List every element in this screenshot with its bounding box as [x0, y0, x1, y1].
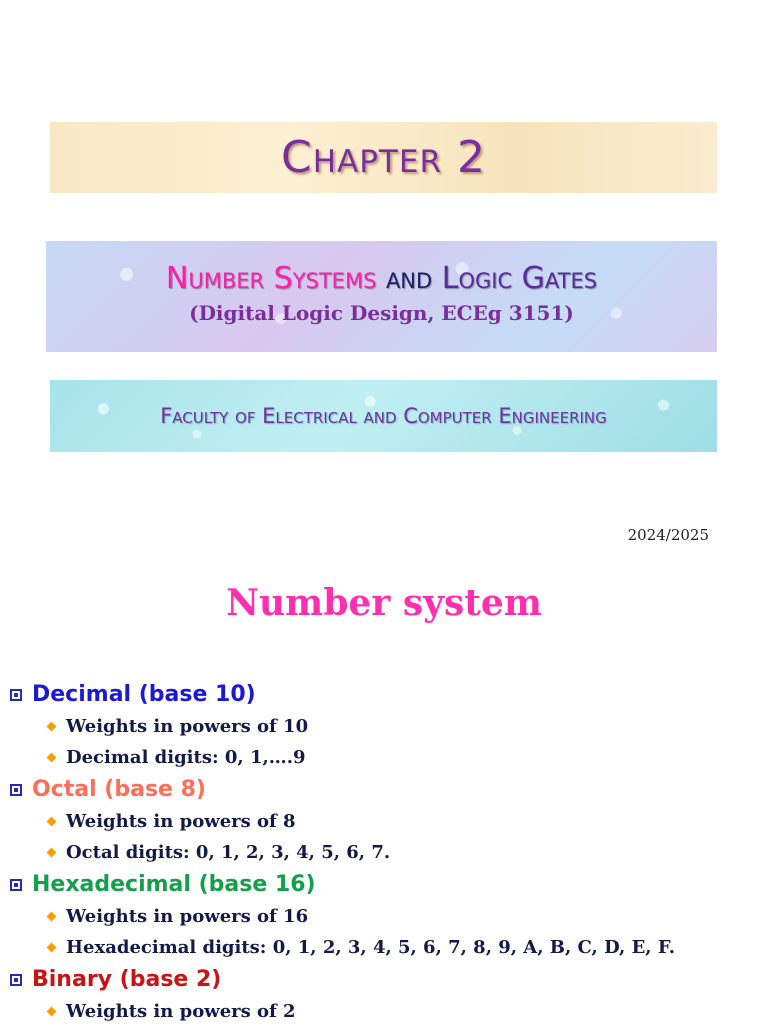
list-item-text: Decimal digits: 0, 1,….9	[66, 747, 306, 768]
diamond-bullet-icon	[47, 722, 57, 732]
diamond-bullet-icon	[47, 912, 57, 922]
number-systems-list	[10, 678, 768, 1027]
diamond-bullet-icon	[47, 943, 57, 953]
topic-banner	[46, 241, 717, 352]
section-title: Number system	[226, 582, 542, 624]
list-item-text: Weights in powers of 10	[66, 716, 309, 737]
faculty-banner	[50, 380, 717, 452]
list-item-text: Weights in powers of 2	[66, 1001, 296, 1022]
topic-title-part-number-systems: Number Systems	[165, 260, 377, 296]
square-bullet-icon	[10, 974, 22, 986]
list-item-text: Weights in powers of 8	[66, 811, 296, 832]
system-heading-text: Binary (base 2)	[32, 967, 222, 992]
list-item	[10, 901, 768, 932]
faculty-title: Faculty of Electrical and Computer Engineering	[160, 404, 607, 428]
chapter-title: Chapter 2	[281, 132, 486, 183]
diamond-bullet-icon	[47, 1007, 57, 1017]
system-decimal	[10, 678, 768, 773]
chapter-banner	[50, 122, 717, 193]
list-item	[10, 711, 768, 742]
list-item	[10, 932, 768, 963]
topic-title-part-and: and	[376, 260, 442, 296]
list-item-text: Hexadecimal digits: 0, 1, 2, 3, 4, 5, 6, 7, 8, 9, A, B, C, D, E, F.	[66, 937, 676, 958]
square-bullet-icon	[10, 879, 22, 891]
topic-title-part-logic-gates: Logic Gates	[441, 260, 598, 296]
list-item	[10, 996, 768, 1027]
topic-title	[166, 261, 597, 297]
system-heading-text: Hexadecimal (base 16)	[32, 872, 316, 897]
academic-year: 2024/2025	[627, 526, 709, 544]
diamond-bullet-icon	[47, 753, 57, 763]
system-heading-text: Decimal (base 10)	[32, 682, 256, 707]
system-heading	[10, 678, 768, 711]
system-heading-text: Octal (base 8)	[32, 777, 206, 802]
system-binary	[10, 963, 768, 1027]
topic-subtitle: (Digital Logic Design, ECEg 3151)	[189, 300, 574, 325]
system-hexadecimal	[10, 868, 768, 963]
system-octal	[10, 773, 768, 868]
diamond-bullet-icon	[47, 848, 57, 858]
system-heading	[10, 963, 768, 996]
list-item	[10, 806, 768, 837]
system-heading	[10, 773, 768, 806]
system-heading	[10, 868, 768, 901]
list-item-text: Octal digits: 0, 1, 2, 3, 4, 5, 6, 7.	[66, 842, 391, 863]
list-item-text: Weights in powers of 16	[66, 906, 309, 927]
list-item	[10, 837, 768, 868]
list-item	[10, 742, 768, 773]
square-bullet-icon	[10, 689, 22, 701]
square-bullet-icon	[10, 784, 22, 796]
diamond-bullet-icon	[47, 817, 57, 827]
